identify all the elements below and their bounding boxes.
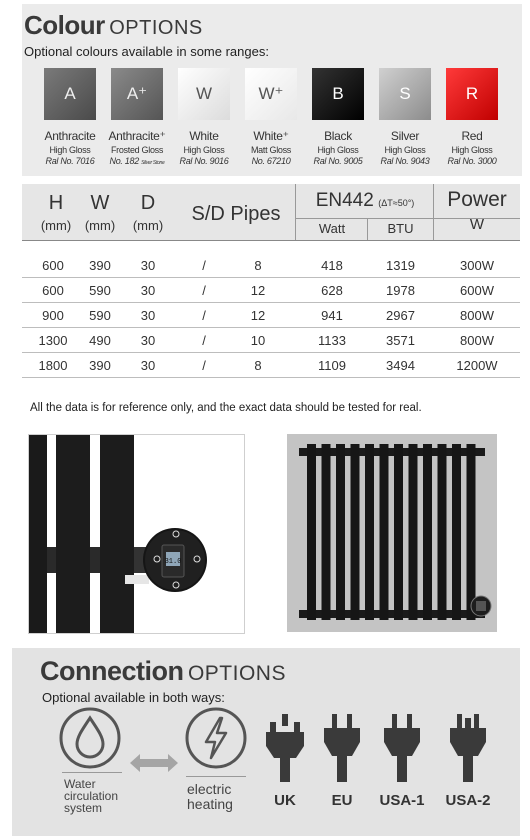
uk-plug-icon	[262, 712, 308, 784]
table-cell: 418	[321, 258, 343, 273]
colour-title-options: OPTIONS	[109, 17, 203, 39]
table-cell: /	[202, 358, 206, 373]
swatch-name: Black	[324, 129, 352, 143]
table-cell: 8	[254, 258, 262, 273]
table-cell: /	[202, 333, 206, 348]
table-cell: 590	[89, 283, 111, 298]
product-photo-full	[287, 434, 497, 632]
vertical-radiator-image	[287, 434, 497, 632]
radiator-tube	[394, 444, 403, 620]
usa2-plug-icon	[448, 712, 488, 784]
colour-subtitle: Optional colours available in some ranges:	[24, 44, 269, 59]
table-cell: 12	[250, 308, 266, 323]
radiator-tube	[351, 444, 360, 620]
col-watt-header: Watt	[318, 221, 346, 236]
delta-t-label: (ΔT≈50°)	[378, 198, 415, 208]
radiator-tube	[409, 444, 418, 620]
table-cell: 30	[140, 308, 156, 323]
swatch-silver	[379, 68, 431, 120]
radiator-tube	[380, 444, 389, 620]
table-row-divider	[22, 377, 520, 378]
swatch-letter: S	[399, 84, 411, 103]
swatch-black	[312, 68, 364, 120]
reference-note: All the data is for reference only, and the exact data should be tested for real.	[30, 402, 422, 414]
radiator-tube	[365, 444, 374, 620]
table-cell: 800W	[460, 308, 494, 323]
water-circulation-label	[64, 778, 118, 814]
col-power-unit: W	[469, 216, 485, 233]
col-width-header: W	[90, 192, 110, 214]
swatch-finish: High Gloss	[49, 145, 91, 155]
table-cell: 12	[250, 283, 266, 298]
table-cell: 300W	[460, 258, 494, 273]
plug-label-uk: UK	[274, 792, 296, 809]
electric-label-line-2: heating	[187, 796, 233, 812]
table-cell: 1800	[38, 358, 68, 373]
table-cell: 30	[140, 283, 156, 298]
water-label-line-2: circulation	[64, 789, 119, 803]
table-cell: 8	[254, 358, 262, 373]
lightning-bolt-icon	[184, 706, 248, 770]
table-cell: 941	[321, 308, 343, 323]
electric-label-line	[186, 776, 246, 777]
col-en442-header	[297, 190, 433, 212]
table-cell: 3494	[386, 358, 415, 373]
col-sd-pipes-header: S/D Pipes	[191, 203, 281, 225]
plug-label-usa-2: USA-2	[445, 792, 491, 809]
water-label-line-3: system	[64, 801, 103, 815]
swatch-ral: Ral No. 3000	[447, 156, 497, 166]
swatch-ral	[103, 156, 171, 168]
table-row-divider	[22, 302, 520, 303]
col-height-header: H	[48, 192, 64, 214]
table-cell: /	[202, 308, 206, 323]
swatch-finish: High Gloss	[317, 145, 359, 155]
swatch-letter: R	[465, 84, 479, 103]
swatch-finish: High Gloss	[384, 145, 426, 155]
table-cell: 1300	[38, 333, 68, 348]
col-power-header: Power	[447, 188, 507, 211]
radiator-tube	[452, 444, 461, 620]
colour-title-main: Colour	[24, 10, 105, 40]
col-depth-unit: (mm)	[132, 218, 164, 233]
connection-options-title	[40, 656, 286, 687]
header-divider	[295, 184, 296, 240]
swatch-anthracite	[44, 68, 96, 120]
swatch-ral-extra: Silver Stone	[141, 160, 165, 166]
radiator-tube	[467, 444, 476, 620]
table-cell: 10	[250, 333, 266, 348]
table-cell: 900	[42, 308, 64, 323]
radiator-tube	[423, 444, 432, 620]
radiator-tube	[336, 444, 345, 620]
table-cell: 600W	[460, 283, 494, 298]
swatch-finish: High Gloss	[183, 145, 225, 155]
table-cell: 1133	[318, 333, 346, 348]
table-cell: /	[202, 258, 206, 273]
table-cell: 490	[89, 333, 111, 348]
water-drop-icon	[58, 706, 122, 770]
swatch-letter: A	[64, 84, 76, 103]
swatch-ral: Ral No. 9016	[179, 156, 229, 166]
swatch-letter: B	[332, 84, 344, 103]
swatch-ral: Ral No. 9005	[313, 156, 363, 166]
double-arrow-icon	[128, 752, 180, 774]
col-width-unit: (mm)	[84, 218, 116, 233]
col-height-unit: (mm)	[40, 218, 72, 233]
table-row-divider	[22, 277, 520, 278]
table-cell: 1319	[386, 258, 415, 273]
radiator-tube	[322, 444, 331, 620]
swatch-name: White	[189, 129, 219, 143]
table-cell: 390	[89, 258, 111, 273]
plug-label-usa-1: USA-1	[379, 792, 425, 809]
swatch-finish: Matt Gloss	[250, 145, 291, 155]
table-cell: 2967	[386, 308, 415, 323]
swatch-finish: Frosted Gloss	[110, 145, 164, 155]
table-cell: 600	[42, 258, 64, 273]
table-cell: 628	[321, 283, 343, 298]
eu-plug-icon	[322, 712, 362, 784]
table-cell: 390	[89, 358, 111, 373]
swatch-ral: Ral No. 9043	[380, 156, 430, 166]
table-cell: 1200W	[456, 358, 498, 373]
swatch-name: Anthracite⁺	[108, 129, 166, 143]
plug-label-eu: EU	[331, 792, 353, 809]
usa1-plug-icon	[382, 712, 422, 784]
table-cell: /	[202, 283, 206, 298]
product-photo-detail	[28, 434, 245, 634]
en442-label: EN442	[315, 190, 374, 211]
swatch-name: Silver	[390, 129, 420, 143]
table-cell: 800W	[460, 333, 494, 348]
col-btu-header: BTU	[387, 221, 414, 236]
connection-subtitle: Optional available in both ways:	[42, 690, 225, 705]
table-cell: 600	[42, 283, 64, 298]
table-row-divider	[22, 327, 520, 328]
water-label-line	[62, 772, 122, 773]
header-bottom-line	[22, 240, 520, 241]
electric-label-line-1: electric	[187, 781, 232, 797]
col-depth-header: D	[140, 192, 156, 214]
swatch-name: Anthracite	[44, 129, 96, 143]
table-cell: 1978	[386, 283, 415, 298]
swatch-white	[178, 68, 230, 120]
connection-title-options: OPTIONS	[187, 662, 286, 685]
table-cell: 1109	[318, 358, 346, 373]
swatch-ral: No. 67210	[251, 156, 291, 166]
water-label-line-1: Water	[64, 777, 96, 791]
swatch-name: Red	[461, 129, 483, 143]
swatch-name: White⁺	[253, 129, 289, 143]
swatch-letter: W⁺	[258, 84, 284, 103]
swatch-letter: A⁺	[126, 84, 148, 103]
table-cell: 30	[140, 258, 156, 273]
swatch-ral: Ral No. 7016	[45, 156, 95, 166]
table-cell: 590	[89, 308, 111, 323]
table-row-divider	[22, 352, 520, 353]
colour-options-title	[24, 10, 203, 41]
swatch-white-plus	[245, 68, 297, 120]
table-cell: 3571	[386, 333, 415, 348]
swatch-ral-number: No. 182	[109, 156, 139, 166]
swatch-finish: High Gloss	[451, 145, 493, 155]
swatch-letter: W	[195, 84, 213, 103]
connection-title-main: Connection	[40, 656, 184, 686]
table-cell: 30	[140, 333, 156, 348]
swatch-anthracite-plus	[111, 68, 163, 120]
radiator-tube	[438, 444, 447, 620]
radiator-heater-closeup-image	[29, 435, 244, 633]
swatch-red	[446, 68, 498, 120]
radiator-tube	[307, 444, 316, 620]
table-cell: 30	[140, 358, 156, 373]
electric-heating-label	[187, 782, 233, 812]
heater-display-readout: 31.0	[164, 558, 182, 566]
